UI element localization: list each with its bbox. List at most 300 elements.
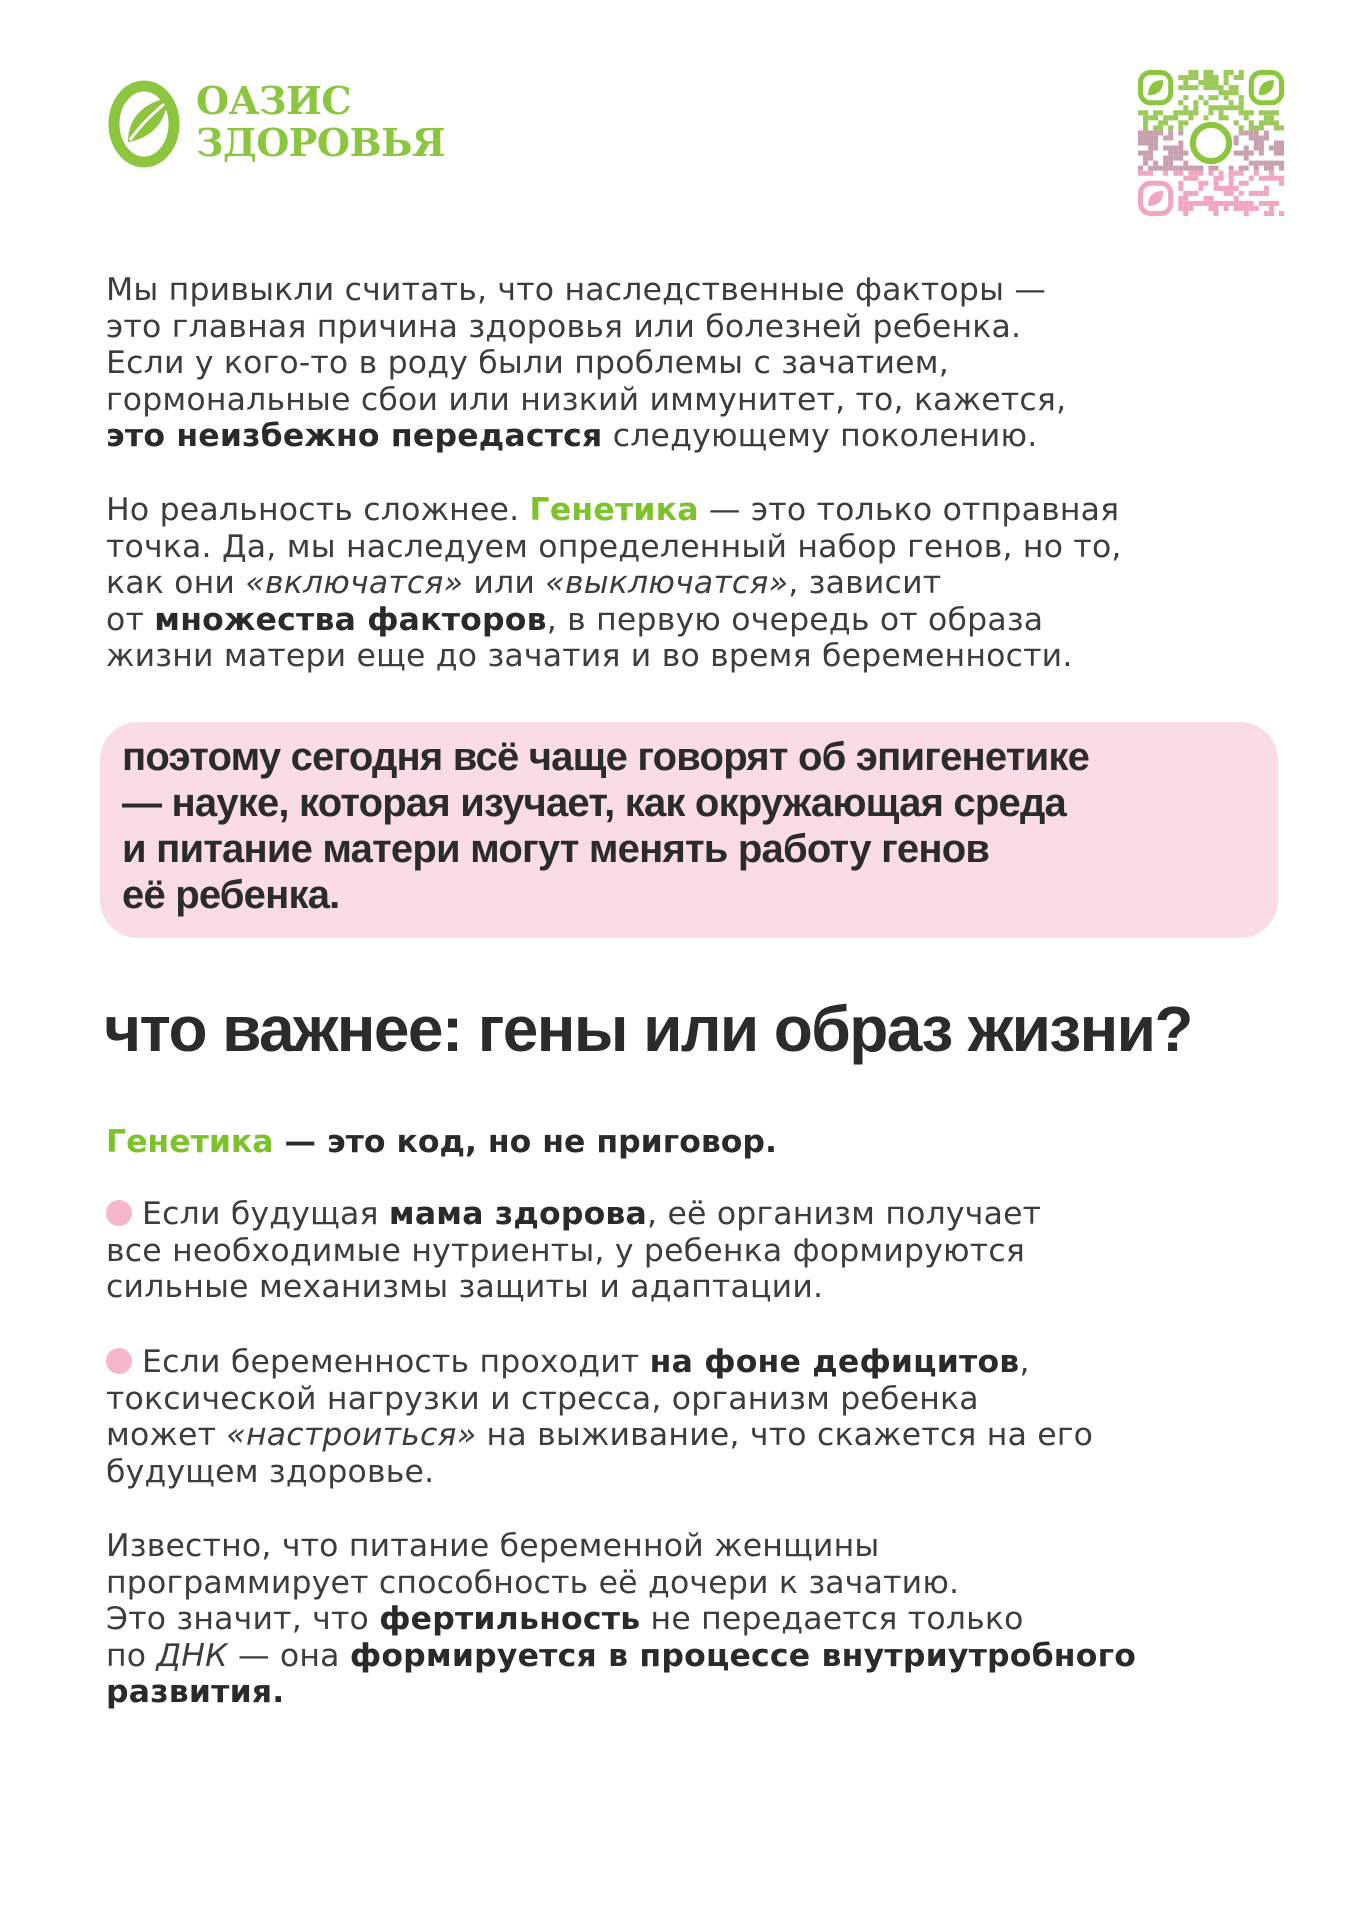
qr-module — [1269, 201, 1274, 206]
qr-module — [1143, 151, 1148, 156]
qr-module — [1173, 146, 1178, 151]
bold-phrase: множества факторов — [154, 601, 547, 638]
qr-module — [1138, 166, 1143, 171]
qr-module — [1229, 166, 1234, 171]
qr-module — [1198, 181, 1203, 186]
qr-module — [1234, 140, 1239, 145]
qr-module — [1219, 85, 1224, 90]
qr-module — [1143, 110, 1148, 115]
text-line — [106, 1344, 1266, 1381]
qr-module — [1269, 110, 1274, 115]
qr-module — [1214, 95, 1219, 100]
qr-module — [1193, 176, 1198, 181]
qr-module — [1279, 146, 1284, 151]
text-line: это главная причина здоровья или болезней ребенка. — [106, 308, 1022, 345]
qr-module — [1254, 135, 1259, 140]
qr-module — [1249, 151, 1254, 156]
qr-module — [1178, 110, 1183, 115]
italic-phrase: «включатся» — [245, 565, 464, 601]
qr-module — [1234, 75, 1239, 80]
qr-module — [1259, 120, 1264, 125]
qr-module — [1183, 105, 1188, 110]
italic-phrase: «настроиться» — [226, 1417, 477, 1453]
qr-module — [1239, 171, 1244, 176]
bold-phrase: на фоне дефицитов — [649, 1344, 1020, 1380]
qr-module — [1173, 110, 1178, 115]
genetics-highlight: Генетика — [106, 1124, 274, 1160]
bold-phrase: формируется в процессе внутриутробного — [349, 1637, 1137, 1674]
qr-module — [1158, 130, 1163, 135]
qr-module — [1274, 176, 1279, 181]
qr-module — [1143, 125, 1148, 130]
qr-module — [1269, 115, 1274, 120]
qr-module — [1163, 120, 1168, 125]
qr-module — [1158, 110, 1163, 115]
qr-module — [1183, 176, 1188, 181]
qr-module — [1214, 201, 1219, 206]
qr-module — [1178, 186, 1183, 191]
qr-module — [1239, 70, 1244, 75]
qr-module — [1178, 130, 1183, 135]
qr-module — [1178, 171, 1183, 176]
qr-module — [1249, 130, 1254, 135]
text-span: — она — [227, 1637, 350, 1674]
qr-module — [1148, 146, 1153, 151]
qr-module — [1188, 85, 1193, 90]
qr-module — [1269, 206, 1274, 211]
qr-module — [1229, 85, 1234, 90]
genetics-highlight: Генетика — [529, 492, 699, 528]
qr-module — [1153, 115, 1158, 120]
qr-module — [1138, 140, 1143, 145]
qr-module — [1254, 125, 1259, 130]
qr-module — [1148, 166, 1153, 171]
qr-module — [1244, 166, 1249, 171]
qr-module — [1208, 201, 1213, 206]
qr-module — [1178, 146, 1183, 151]
qr-module — [1224, 115, 1229, 120]
epigenetics-callout-text — [122, 734, 1262, 918]
qr-module — [1193, 171, 1198, 176]
qr-module — [1183, 151, 1188, 156]
qr-module — [1208, 196, 1213, 201]
qr-module — [1183, 120, 1188, 125]
text-span: , её организм получает — [647, 1196, 1042, 1232]
qr-module — [1264, 161, 1269, 166]
qr-module — [1254, 191, 1259, 196]
qr-module — [1214, 211, 1219, 216]
bold-phrase: это неизбежно передастся — [106, 418, 603, 454]
qr-module — [1234, 201, 1239, 206]
qr-module — [1269, 161, 1274, 166]
qr-module — [1224, 206, 1229, 211]
qr-module — [1208, 206, 1213, 211]
qr-module — [1188, 70, 1193, 75]
qr-module — [1264, 191, 1269, 196]
qr-module — [1229, 191, 1234, 196]
qr-module — [1244, 146, 1249, 151]
qr-module — [1208, 166, 1213, 171]
qr-module — [1219, 115, 1224, 120]
qr-module — [1234, 85, 1239, 90]
qr-module — [1183, 196, 1188, 201]
qr-module — [1214, 176, 1219, 181]
qr-module — [1274, 146, 1279, 151]
qr-module — [1208, 110, 1213, 115]
qr-module — [1259, 125, 1264, 130]
text-span: — это код, но не приговор. — [273, 1124, 777, 1160]
text-line — [106, 565, 1266, 602]
qr-module — [1239, 130, 1244, 135]
text-line — [106, 418, 1266, 455]
qr-module — [1183, 110, 1188, 115]
qr-module — [1153, 110, 1158, 115]
qr-module — [1219, 110, 1224, 115]
qr-module — [1148, 171, 1153, 176]
qr-module — [1193, 201, 1198, 206]
qr-module — [1259, 191, 1264, 196]
text-line: точка. Да, мы наследуем определенный набор генов, но то, — [106, 528, 1122, 565]
qr-module — [1254, 161, 1259, 166]
qr-module — [1259, 151, 1264, 156]
qr-module — [1229, 176, 1234, 181]
qr-module — [1183, 211, 1188, 216]
qr-module — [1178, 201, 1183, 206]
qr-module — [1208, 105, 1213, 110]
qr-module — [1168, 135, 1173, 140]
qr-module — [1198, 166, 1203, 171]
qr-module — [1203, 196, 1208, 201]
qr-module — [1208, 85, 1213, 90]
callout-line: — науке, которая изучает, как окружающая среда — [122, 781, 1066, 825]
qr-module — [1214, 181, 1219, 186]
callout-line: её ребенка. — [122, 873, 340, 917]
text-line — [106, 492, 1266, 529]
fertility-paragraph — [106, 1528, 1266, 1711]
qr-module — [1178, 151, 1183, 156]
qr-module — [1208, 75, 1213, 80]
qr-module — [1178, 140, 1183, 145]
text-line: токсической нагрузки и стресса, организм ребенка — [106, 1380, 979, 1417]
qr-module — [1264, 176, 1269, 181]
qr-module — [1264, 115, 1269, 120]
qr-module — [1188, 166, 1193, 171]
qr-module — [1274, 151, 1279, 156]
qr-module — [1168, 156, 1173, 161]
qr-module — [1163, 146, 1168, 151]
qr-module — [1148, 135, 1153, 140]
qr-module — [1229, 105, 1234, 110]
qr-finder-leaf — [1148, 80, 1163, 95]
qr-module — [1244, 110, 1249, 115]
italic-phrase: ДНК — [156, 1637, 228, 1674]
qr-module — [1279, 211, 1284, 216]
qr-module — [1193, 75, 1198, 80]
qr-module — [1153, 166, 1158, 171]
qr-finder-leaf — [1259, 80, 1274, 95]
qr-module — [1244, 151, 1249, 156]
qr-module — [1203, 80, 1208, 85]
qr-module — [1188, 171, 1193, 176]
qr-module — [1203, 181, 1208, 186]
intro-paragraph — [106, 272, 1266, 455]
text-line — [106, 1638, 1266, 1675]
qr-module — [1183, 206, 1188, 211]
qr-module — [1173, 156, 1178, 161]
qr-module — [1249, 176, 1254, 181]
qr-module — [1214, 75, 1219, 80]
qr-code-icon[interactable] — [1138, 70, 1284, 216]
qr-module — [1178, 156, 1183, 161]
qr-module — [1168, 146, 1173, 151]
qr-module — [1239, 110, 1244, 115]
qr-module — [1274, 110, 1279, 115]
qr-module — [1274, 125, 1279, 130]
qr-module — [1188, 176, 1193, 181]
qr-module — [1264, 135, 1269, 140]
qr-module — [1178, 125, 1183, 130]
qr-module — [1163, 166, 1168, 171]
bold-phrase: развития. — [106, 1674, 285, 1710]
qr-module — [1163, 156, 1168, 161]
qr-module — [1279, 176, 1284, 181]
qr-module — [1229, 181, 1234, 186]
qr-module — [1214, 186, 1219, 191]
qr-module — [1178, 181, 1183, 186]
qr-module — [1264, 201, 1269, 206]
text-line: Известно, что питание беременной женщины — [106, 1528, 880, 1564]
callout-line: поэтому сегодня всё чаще говорят об эпигенетике — [122, 735, 1090, 779]
qr-module — [1279, 151, 1284, 156]
qr-module — [1148, 140, 1153, 145]
text-line: сильные механизмы защиты и адаптации. — [106, 1269, 824, 1305]
qr-module — [1264, 186, 1269, 191]
qr-module — [1208, 70, 1213, 75]
italic-phrase: «выключатся» — [545, 565, 789, 601]
qr-module — [1234, 120, 1239, 125]
qr-module — [1239, 151, 1244, 156]
section-subhead — [106, 1124, 1266, 1160]
text-span: Но реальность сложнее. — [106, 492, 530, 528]
qr-module — [1234, 151, 1239, 156]
text-span: , зависит — [788, 565, 942, 601]
qr-module — [1203, 115, 1208, 120]
leaf-o-logo-icon — [106, 76, 182, 168]
qr-module — [1249, 135, 1254, 140]
qr-module — [1143, 115, 1148, 120]
qr-module — [1214, 105, 1219, 110]
qr-module — [1143, 161, 1148, 166]
qr-module — [1168, 115, 1173, 120]
qr-module — [1193, 110, 1198, 115]
qr-module — [1173, 151, 1178, 156]
qr-module — [1239, 100, 1244, 105]
qr-module — [1143, 130, 1148, 135]
qr-module — [1264, 120, 1269, 125]
qr-module — [1193, 105, 1198, 110]
qr-module — [1163, 161, 1168, 166]
qr-module — [1219, 90, 1224, 95]
qr-module — [1138, 110, 1143, 115]
qr-module — [1254, 140, 1259, 145]
qr-module — [1234, 186, 1239, 191]
qr-module — [1229, 171, 1234, 176]
bullet-item-healthy-mother — [106, 1196, 1266, 1306]
qr-module — [1183, 201, 1188, 206]
qr-module — [1219, 186, 1224, 191]
qr-module — [1178, 206, 1183, 211]
text-span: — это только отправная — [698, 492, 1120, 528]
qr-module — [1178, 196, 1183, 201]
qr-module — [1153, 161, 1158, 166]
qr-module — [1143, 140, 1148, 145]
qr-module — [1143, 171, 1148, 176]
qr-module — [1229, 201, 1234, 206]
qr-module — [1168, 166, 1173, 171]
qr-module — [1208, 171, 1213, 176]
qr-module — [1173, 166, 1178, 171]
qr-finder-leaf — [1148, 191, 1163, 206]
qr-module — [1183, 75, 1188, 80]
qr-module — [1153, 140, 1158, 145]
qr-module — [1203, 201, 1208, 206]
qr-module — [1198, 95, 1203, 100]
qr-module — [1168, 151, 1173, 156]
text-line: Если у кого-то в роду были проблемы с зачатием, — [106, 345, 949, 381]
qr-module — [1148, 115, 1153, 120]
qr-module — [1249, 191, 1254, 196]
qr-module — [1259, 140, 1264, 145]
qr-module — [1148, 156, 1153, 161]
qr-module — [1239, 191, 1244, 196]
qr-module — [1148, 130, 1153, 135]
qr-module — [1279, 161, 1284, 166]
qr-module — [1188, 201, 1193, 206]
text-line — [106, 1417, 1266, 1454]
text-span: как они — [106, 565, 246, 601]
qr-module — [1224, 95, 1229, 100]
qr-module — [1254, 171, 1259, 176]
qr-module — [1193, 100, 1198, 105]
qr-module — [1158, 166, 1163, 171]
qr-module — [1254, 166, 1259, 171]
qr-module — [1224, 70, 1229, 75]
qr-module — [1188, 115, 1193, 120]
pink-bullet-icon — [106, 1200, 132, 1226]
qr-module — [1259, 161, 1264, 166]
qr-module — [1264, 110, 1269, 115]
qr-module — [1188, 206, 1193, 211]
qr-module — [1269, 211, 1274, 216]
section-heading: что важнее: гены или образ жизни? — [104, 993, 1192, 1065]
qr-module — [1249, 161, 1254, 166]
qr-module — [1193, 85, 1198, 90]
text-line: будущем здоровье. — [106, 1453, 435, 1490]
qr-module — [1269, 120, 1274, 125]
qr-module — [1214, 85, 1219, 90]
qr-module — [1279, 166, 1284, 171]
text-span: может — [106, 1417, 227, 1453]
qr-module — [1264, 211, 1269, 216]
text-span: по — [106, 1637, 157, 1674]
qr-module — [1239, 201, 1244, 206]
qr-module — [1239, 95, 1244, 100]
qr-module — [1254, 206, 1259, 211]
qr-module — [1178, 166, 1183, 171]
qr-module — [1239, 105, 1244, 110]
qr-module — [1259, 110, 1264, 115]
qr-module — [1153, 130, 1158, 135]
pink-bullet-icon — [106, 1348, 132, 1374]
text-span: Если будущая — [142, 1196, 389, 1232]
text-span: или — [463, 565, 546, 601]
qr-module — [1178, 120, 1183, 125]
text-line: жизни матери еще до зачатия и во время беременности. — [106, 638, 1073, 674]
qr-module — [1183, 191, 1188, 196]
qr-center-logo — [1193, 125, 1229, 161]
qr-module — [1163, 135, 1168, 140]
qr-module — [1239, 206, 1244, 211]
qr-module — [1269, 171, 1274, 176]
bold-phrase: мама здорова — [388, 1196, 648, 1232]
text-line — [106, 1601, 1266, 1638]
qr-module — [1239, 181, 1244, 186]
qr-module — [1234, 135, 1239, 140]
qr-module — [1224, 80, 1229, 85]
qr-module — [1244, 211, 1249, 216]
qr-module — [1143, 120, 1148, 125]
qr-module — [1214, 166, 1219, 171]
qr-module — [1173, 171, 1178, 176]
qr-module — [1234, 105, 1239, 110]
qr-module — [1234, 196, 1239, 201]
callout-line: и питание матери могут менять работу генов — [122, 827, 990, 871]
text-span: следующему поколению. — [602, 418, 1038, 454]
qr-module — [1234, 171, 1239, 176]
qr-module — [1224, 201, 1229, 206]
qr-module — [1244, 130, 1249, 135]
qr-module — [1219, 105, 1224, 110]
genetics-paragraph — [106, 492, 1266, 675]
qr-module — [1178, 85, 1183, 90]
qr-module — [1254, 130, 1259, 135]
qr-module — [1153, 146, 1158, 151]
qr-module — [1198, 171, 1203, 176]
brand-logo — [106, 76, 445, 168]
qr-module — [1168, 161, 1173, 166]
qr-module — [1259, 201, 1264, 206]
qr-module — [1168, 125, 1173, 130]
qr-module — [1239, 75, 1244, 80]
qr-module — [1153, 125, 1158, 130]
qr-module — [1203, 70, 1208, 75]
brand-name — [196, 80, 445, 164]
qr-module — [1249, 125, 1254, 130]
qr-module — [1269, 146, 1274, 151]
text-line — [106, 1674, 1266, 1711]
qr-module — [1214, 206, 1219, 211]
brand-name-line2: ЗДОРОВЬЯ — [196, 120, 445, 165]
bullet-item-deficits — [106, 1344, 1266, 1490]
qr-module — [1224, 191, 1229, 196]
qr-module — [1138, 135, 1143, 140]
qr-module — [1163, 171, 1168, 176]
qr-module — [1183, 95, 1188, 100]
qr-module — [1229, 90, 1234, 95]
qr-module — [1224, 90, 1229, 95]
qr-module — [1269, 166, 1274, 171]
text-span: не передается только — [640, 1601, 1024, 1637]
